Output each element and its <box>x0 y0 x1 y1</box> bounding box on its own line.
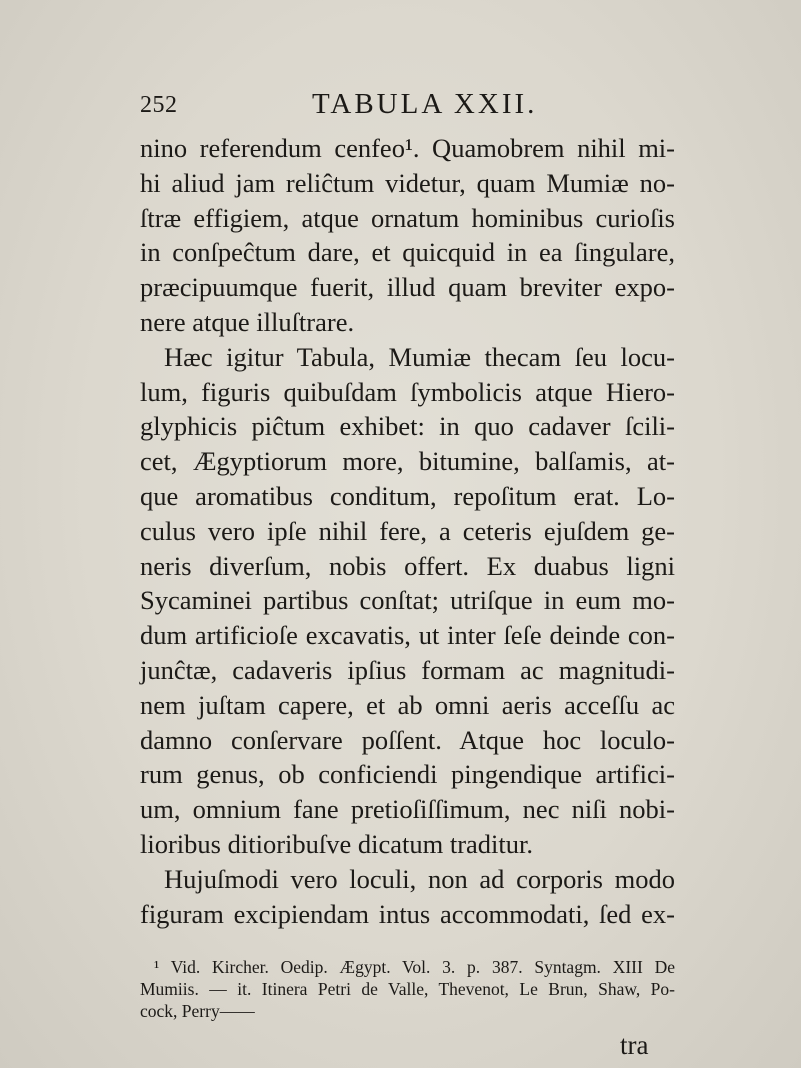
footnote-line: cock, Perry—— <box>140 1001 255 1021</box>
text-line: damno conſervare poſſent. Atque hoc loculo- <box>140 724 675 755</box>
text-line: dum artificioſe excavatis, ut inter ſeſe deinde con- <box>140 620 675 651</box>
text-line: nere atque illuſtrare. <box>140 306 355 337</box>
text-line: um, omnium fane pretioſiſſimum, nec niſi nobi- <box>140 794 675 825</box>
text-line: hi aliud jam reliĉtum videtur, quam Mumiæ no- <box>140 167 675 198</box>
text-line: glyphicis piĉtum exhibet: in quo cadaver ſcili- <box>140 411 675 442</box>
text-line: cet, Ægyptiorum more, bitumine, balſamis, at- <box>140 446 675 477</box>
footnote-line: ¹ Vid. Kircher. Oedip. Ægypt. Vol. 3. p. 387. Syntagm. XIII De <box>154 957 675 977</box>
text-line: nino referendum cenfeo¹. Quamobrem nihil mi- <box>140 133 675 163</box>
catchword: tra <box>620 1030 649 1060</box>
text-line: præcipuumque fuerit, illud quam breviter expo- <box>140 272 675 303</box>
running-head: TABULA XXII. <box>312 88 538 120</box>
page-header <box>140 88 680 124</box>
text-line: rum genus, ob conficiendi pingendique artifici- <box>140 759 675 790</box>
text-line: nem juſtam capere, et ab omni aeris acceſſu ac <box>140 689 675 720</box>
text-line: lum, figuris quibuſdam ſymbolicis atque Hiero- <box>140 376 675 407</box>
text-line: culus vero ipſe nihil fere, a ceteris ejuſdem ge- <box>140 515 675 546</box>
text-line: Hujuſmodi vero loculi, non ad corporis modo <box>164 863 675 894</box>
footnote-line: Mumiis. — it. Itinera Petri de Valle, Thevenot, Le Brun, Shaw, Po- <box>140 979 675 999</box>
text-line: neris diverſum, nobis offert. Ex duabus ligni <box>140 550 675 581</box>
text-line: lioribus ditioribuſve dicatum traditur. <box>140 828 534 859</box>
text-line: Sycaminei partibus conſtat; utriſque in eum mo- <box>140 585 675 616</box>
footnotes <box>140 956 675 1022</box>
text-line: figuram excipiendam intus accommodati, ſed ex- <box>140 898 675 929</box>
text-line: junĉtæ, cadaveris ipſius formam ac magnitudi- <box>140 654 675 685</box>
page-number: 252 <box>140 92 178 118</box>
text-line: ſtræ effigiem, atque ornatum hominibus curioſis <box>140 202 675 233</box>
text-line: Hæc igitur Tabula, Mumiæ thecam ſeu locu- <box>164 341 675 372</box>
body-text <box>140 131 675 931</box>
text-line: que aromatibus conditum, repoſitum erat. Lo- <box>140 480 675 511</box>
text-line: in conſpeĉtum dare, et quicquid in ea ſingulare, <box>140 237 675 268</box>
